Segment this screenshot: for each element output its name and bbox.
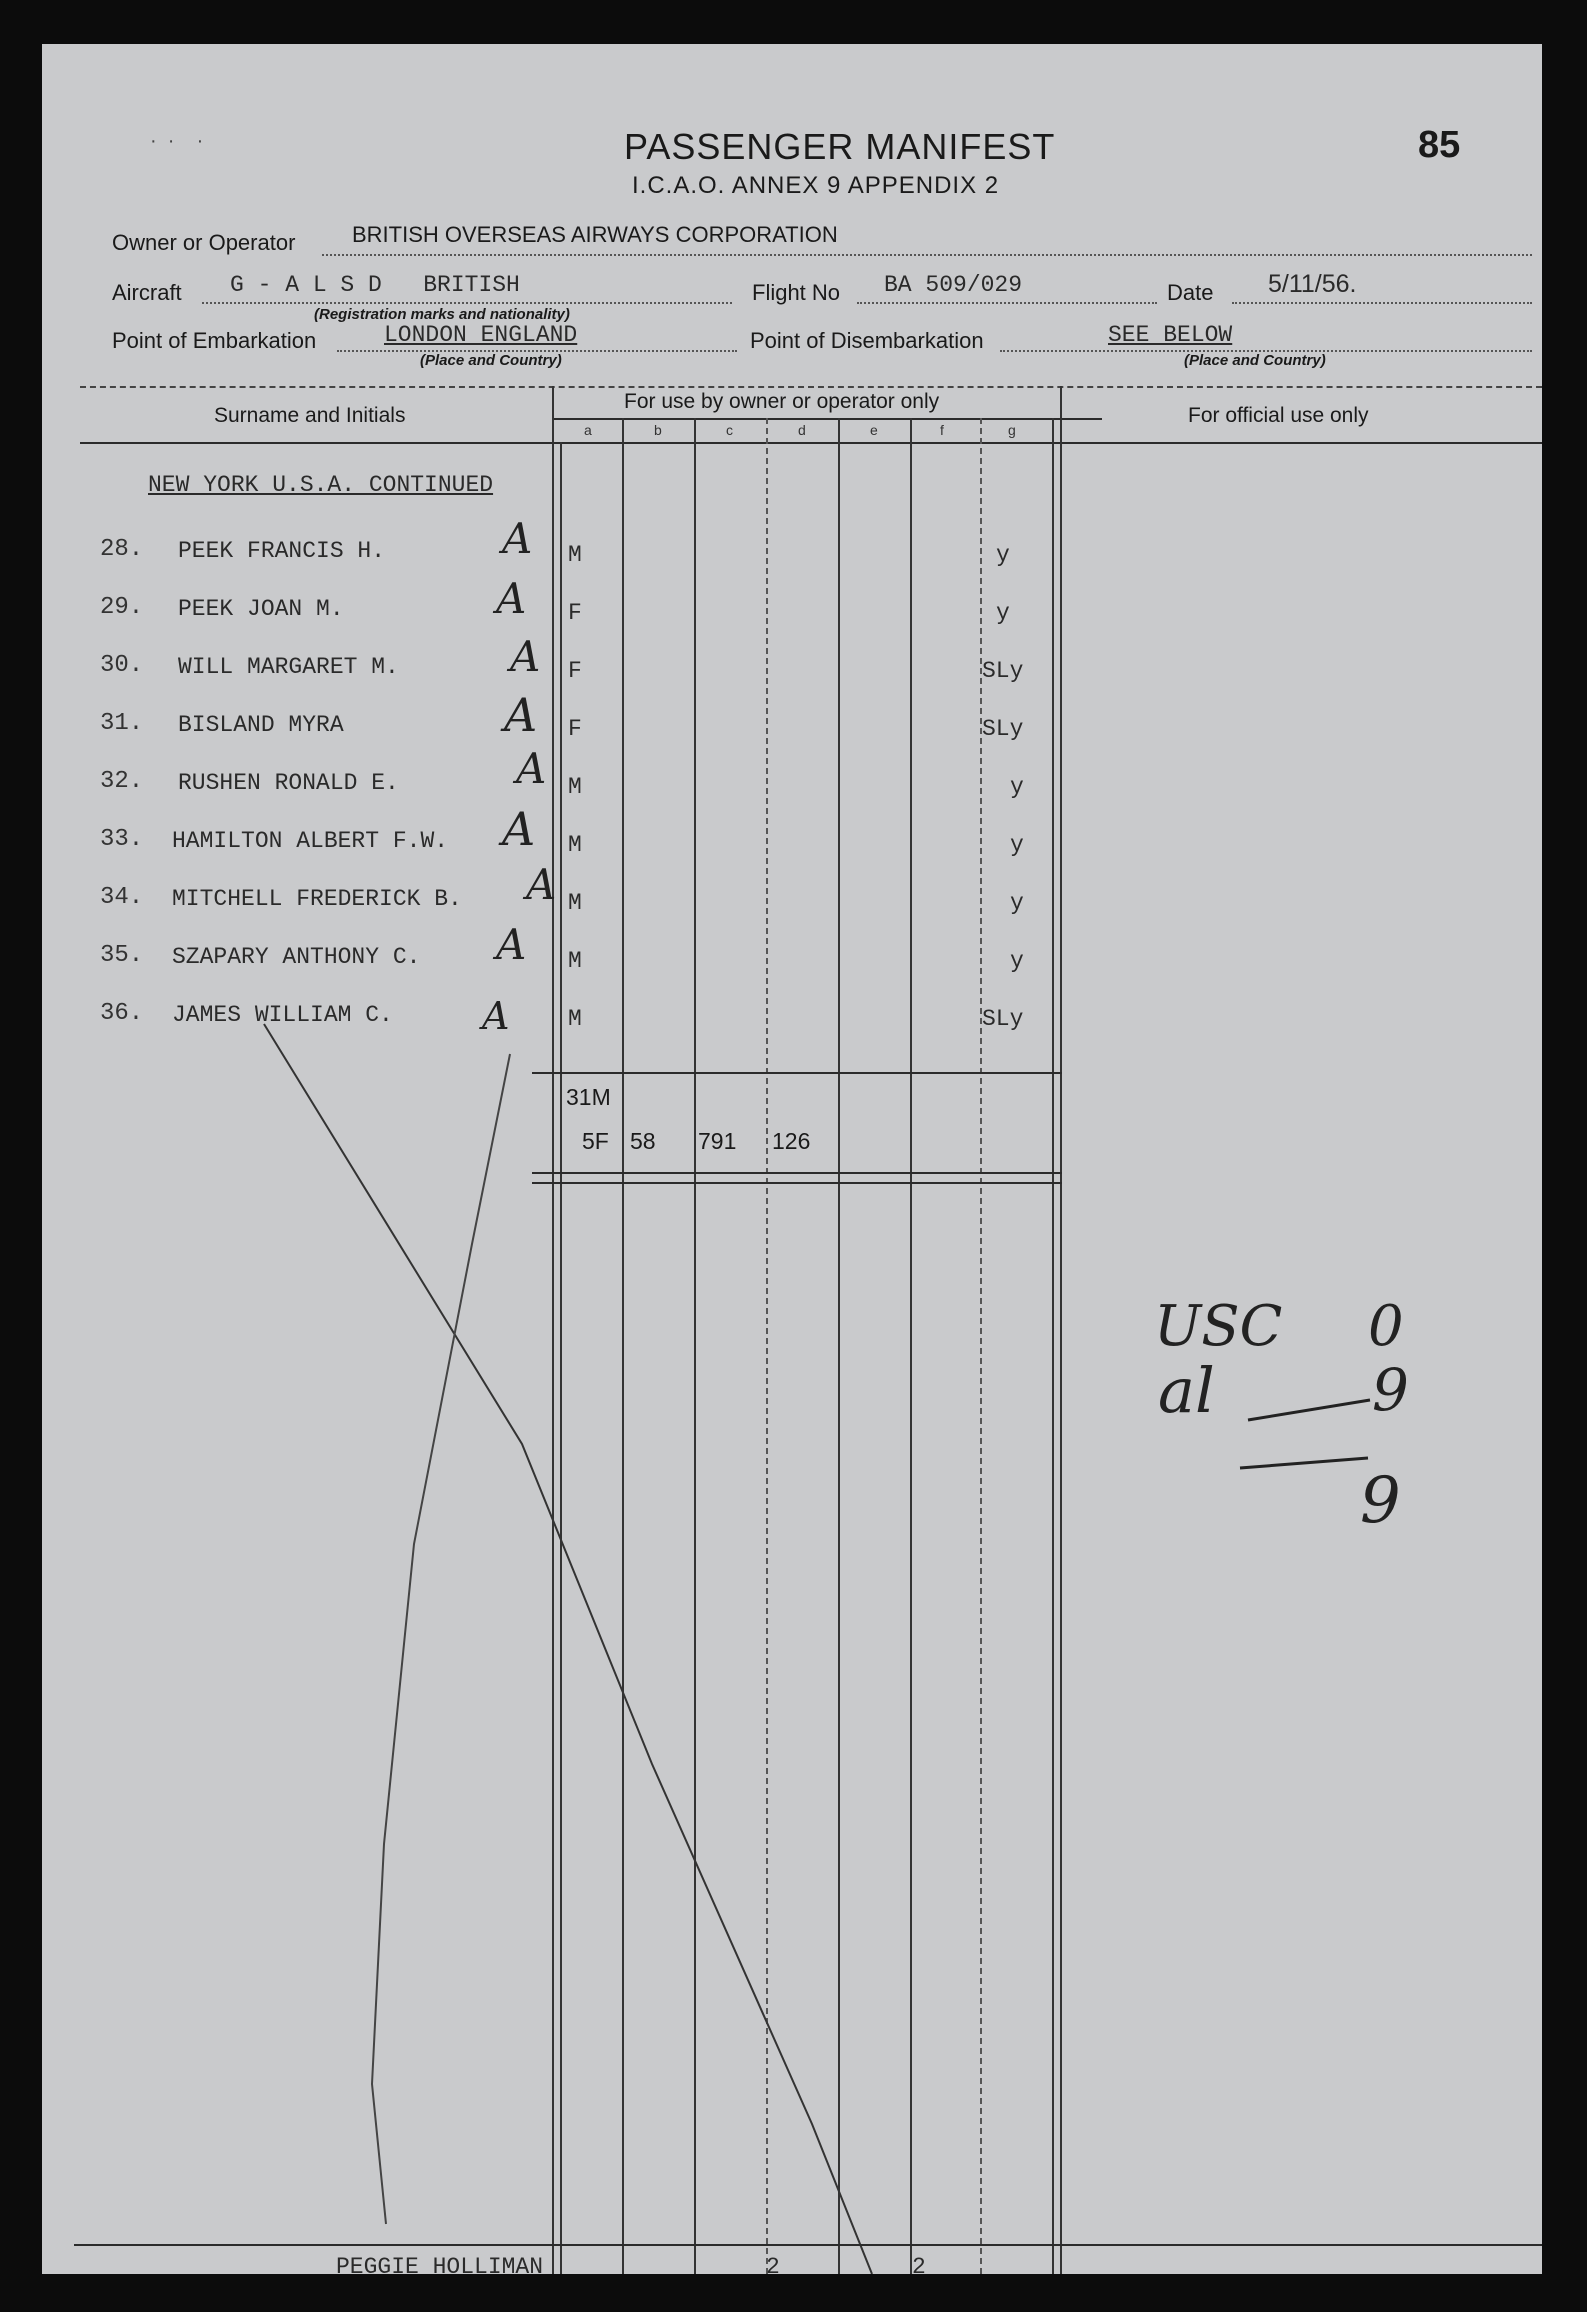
- row-number: 32.: [100, 768, 144, 795]
- date-value: 5/11/56.: [1268, 270, 1357, 298]
- aircraft-value: G - A L S D BRITISH: [230, 272, 520, 298]
- handwritten-mark: A: [482, 994, 510, 1038]
- handwritten-strokes: [42, 44, 1542, 2274]
- passenger-name: BISLAND MYRA: [178, 712, 344, 738]
- embarkation-label: Point of Embarkation: [112, 328, 317, 353]
- footer-line: [74, 2244, 1542, 2246]
- page-title: PASSENGER MANIFEST: [624, 126, 1056, 167]
- subcol-a: a: [584, 422, 592, 438]
- row-number: 28.: [100, 536, 144, 563]
- col-official-header: For official use only: [1188, 404, 1369, 427]
- row-number: 34.: [100, 884, 144, 911]
- sex-value: M: [568, 890, 582, 916]
- col-g-value: y: [1010, 948, 1024, 974]
- row-number: 36.: [100, 1000, 144, 1027]
- flight-label: Flight No: [752, 280, 841, 305]
- sex-value: M: [568, 1006, 582, 1032]
- note-al: al: [1158, 1354, 1215, 1427]
- total-a-line1: 31M: [566, 1084, 611, 1110]
- sex-value: F: [568, 658, 582, 684]
- passenger-name: RUSHEN RONALD E.: [178, 770, 399, 796]
- handwritten-mark: A: [502, 802, 536, 856]
- col-g-value: y: [1010, 832, 1024, 858]
- note-zero: 0: [1368, 1294, 1404, 1359]
- subcol-b: b: [654, 422, 662, 438]
- sex-value: F: [568, 600, 582, 626]
- col-g-value: y: [1010, 890, 1024, 916]
- disembarkation-value: SEE BELOW: [1108, 322, 1233, 348]
- handwritten-mark: A: [502, 514, 533, 563]
- passenger-name: PEEK JOAN M.: [178, 596, 344, 622]
- footer-mark-1: 2: [766, 2254, 780, 2274]
- aircraft-note: (Registration marks and nationality): [314, 306, 570, 323]
- total-a-line2: 5F: [582, 1128, 609, 1154]
- total-b: 58: [630, 1128, 656, 1154]
- col-g-value: y: [996, 600, 1010, 626]
- sex-value: M: [568, 832, 582, 858]
- col-surname-header: Surname and Initials: [214, 404, 406, 427]
- section-heading: NEW YORK U.S.A. CONTINUED: [148, 472, 494, 498]
- date-label: Date: [1167, 280, 1214, 305]
- speck-marks: · · ·: [150, 130, 204, 152]
- manifest-page: [42, 44, 1542, 2274]
- sex-value: M: [568, 774, 582, 800]
- passenger-name: WILL MARGARET M.: [178, 654, 399, 680]
- note-usc: USC: [1154, 1294, 1283, 1359]
- footer-mark-2: 2: [912, 2254, 926, 2274]
- sex-value: M: [568, 542, 582, 568]
- footer-signature: PEGGIE HOLLIMAN: [336, 2254, 544, 2274]
- disembarkation-label: Point of Disembarkation: [750, 328, 984, 353]
- disembarkation-note: (Place and Country): [1184, 352, 1326, 369]
- subcol-d: d: [798, 422, 806, 438]
- owner-value: BRITISH OVERSEAS AIRWAYS CORPORATION: [352, 222, 838, 247]
- passenger-name: PEEK FRANCIS H.: [178, 538, 386, 564]
- embarkation-note: (Place and Country): [420, 352, 562, 369]
- row-number: 29.: [100, 594, 144, 621]
- handwritten-mark: A: [496, 920, 527, 969]
- aircraft-label: Aircraft: [112, 280, 182, 305]
- passenger-name: HAMILTON ALBERT F.W.: [172, 828, 449, 854]
- row-number: 31.: [100, 710, 144, 737]
- subcol-e: e: [870, 422, 878, 438]
- passenger-name: MITCHELL FREDERICK B.: [172, 886, 462, 912]
- col-g-value: SLy: [982, 1006, 1024, 1032]
- col-g-value: SLy: [982, 716, 1024, 742]
- flight-value: BA 509/029: [884, 272, 1023, 298]
- note-nine: 9: [1372, 1356, 1409, 1424]
- passenger-name: SZAPARY ANTHONY C.: [172, 944, 421, 970]
- handwritten-mark: A: [526, 860, 557, 909]
- row-number: 30.: [100, 652, 144, 679]
- subcol-f: f: [940, 422, 944, 438]
- subcol-g: g: [1008, 422, 1016, 438]
- handwritten-mark: A: [496, 574, 527, 623]
- col-g-value: y: [1010, 774, 1024, 800]
- col-g-value: SLy: [982, 658, 1024, 684]
- page-number: 85: [1418, 124, 1461, 166]
- owner-label: Owner or Operator: [112, 230, 296, 255]
- sex-value: F: [568, 716, 582, 742]
- note-nine-total: 9: [1360, 1464, 1401, 1538]
- subcol-c: c: [726, 422, 733, 438]
- row-number: 33.: [100, 826, 144, 853]
- handwritten-mark: A: [516, 744, 547, 793]
- handwritten-mark: A: [510, 632, 541, 681]
- col-g-value: y: [996, 542, 1010, 568]
- passenger-name: JAMES WILLIAM C.: [172, 1002, 393, 1028]
- sex-value: M: [568, 948, 582, 974]
- handwritten-mark: A: [504, 688, 538, 742]
- total-c: 791: [698, 1128, 737, 1154]
- row-number: 35.: [100, 942, 144, 969]
- total-d: 126: [772, 1128, 811, 1154]
- embarkation-value: LONDON ENGLAND: [384, 322, 578, 348]
- page-subtitle: I.C.A.O. ANNEX 9 APPENDIX 2: [632, 172, 1000, 199]
- col-owner-use-header: For use by owner or operator only: [624, 390, 940, 413]
